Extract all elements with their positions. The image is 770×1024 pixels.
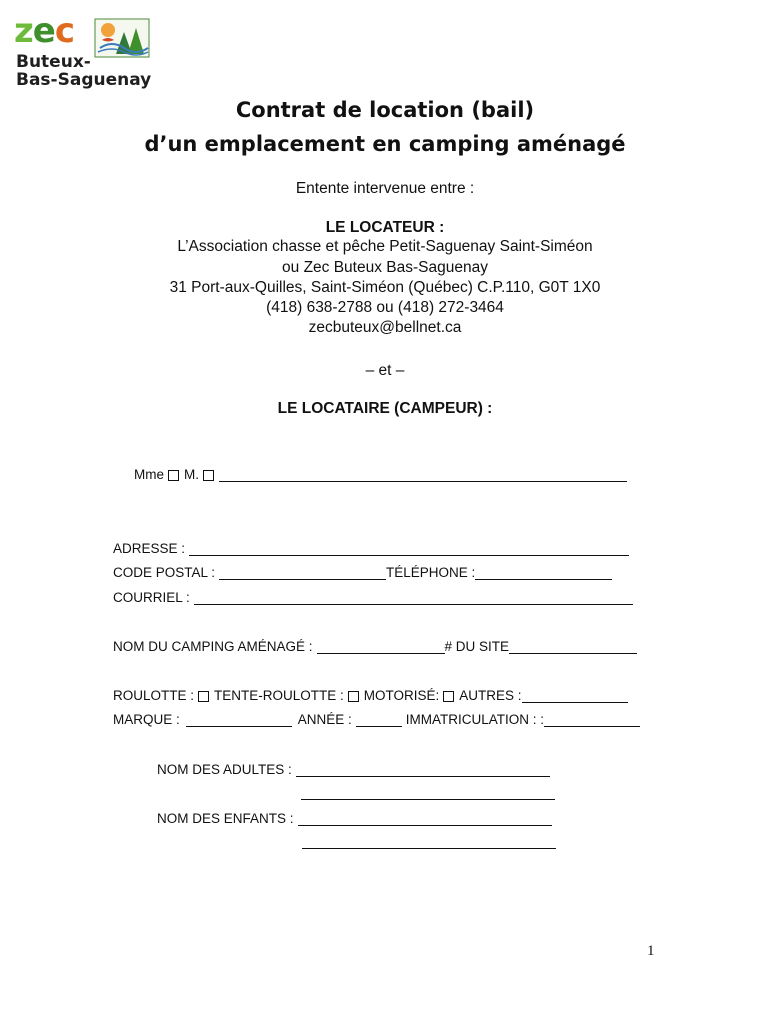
enfants-field-2[interactable] (302, 835, 556, 849)
immatriculation-field[interactable] (544, 713, 640, 727)
logo-text-bas-saguenay: Bas-Saguenay (16, 70, 152, 90)
code-postal-row (113, 564, 612, 582)
vehicle-details-row (113, 711, 640, 729)
adultes-field-2[interactable] (301, 786, 555, 800)
zec-logo (14, 11, 154, 94)
mme-label: Mme (134, 467, 164, 482)
locateur-phone: (418) 638-2788 ou (418) 272-3464 (266, 299, 504, 316)
courriel-field[interactable] (194, 591, 633, 605)
autres-label: AUTRES : (459, 688, 522, 703)
telephone-field[interactable] (475, 566, 612, 580)
courriel-row (113, 589, 633, 607)
logo-nature-icon (94, 18, 150, 58)
marque-field[interactable] (186, 713, 292, 727)
logo-text-buteux: Buteux- (16, 52, 91, 72)
motorise-label: MOTORISÉ: (363, 688, 440, 703)
separator-et: – et – (365, 362, 405, 379)
adultes-field[interactable] (296, 763, 550, 777)
intro-text: Entente intervenue entre : (295, 180, 475, 197)
enfants-row (157, 810, 552, 828)
camping-row (113, 638, 637, 656)
annee-field[interactable] (356, 713, 402, 727)
m-label: M. (184, 467, 199, 482)
roulotte-label: ROULOTTE : (113, 688, 195, 703)
tente-roulotte-label: TENTE-ROULOTTE : (214, 688, 344, 703)
site-label: # DU SITE (444, 639, 510, 654)
enfants-row-2 (302, 835, 556, 851)
immatriculation-label: IMMATRICULATION : : (405, 712, 545, 727)
locateur-heading: LE LOCATEUR : (325, 219, 445, 236)
name-field[interactable] (219, 468, 627, 482)
roulotte-checkbox[interactable] (198, 691, 209, 702)
autres-field[interactable] (522, 689, 628, 703)
code-postal-field[interactable] (219, 566, 386, 580)
annee-label: ANNÉE : (297, 712, 352, 727)
locateur-line: ou Zec Buteux Bas-Saguenay (282, 259, 488, 276)
vehicle-type-row (113, 687, 628, 705)
document-title-line-1: Contrat de location (bail) (235, 98, 535, 122)
enfants-label: NOM DES ENFANTS : (157, 811, 294, 826)
tente-roulotte-checkbox[interactable] (348, 691, 359, 702)
marque-label: MARQUE : (113, 712, 180, 727)
adresse-row (113, 540, 629, 558)
locataire-heading: LE LOCATAIRE (CAMPEUR) : (277, 400, 493, 417)
adultes-label: NOM DES ADULTES : (157, 762, 292, 777)
locateur-email: zecbuteux@bellnet.ca (308, 319, 462, 336)
mme-checkbox[interactable] (168, 470, 179, 481)
adultes-row (157, 761, 550, 779)
camping-label: NOM DU CAMPING AMÉNAGÉ : (113, 639, 313, 654)
logo-letter-c: c (54, 11, 75, 51)
adresse-label: ADRESSE : (113, 541, 186, 556)
logo-letter-e: e (32, 11, 55, 51)
camping-field[interactable] (317, 640, 445, 654)
telephone-label: TÉLÉPHONE : (386, 565, 476, 580)
civility-row (134, 466, 627, 484)
code-postal-label: CODE POSTAL : (113, 565, 216, 580)
logo-letter-z: z (14, 11, 33, 51)
locateur-address: 31 Port-aux-Quilles, Saint-Siméon (Québec) C.P.110, G0T 1X0 (169, 279, 601, 296)
motorise-checkbox[interactable] (443, 691, 454, 702)
logo-zec-wordmark (14, 11, 75, 51)
page-number: 1 (647, 943, 655, 959)
m-checkbox[interactable] (203, 470, 214, 481)
adultes-row-2 (301, 786, 555, 802)
document-title-line-2: d’un emplacement en camping aménagé (144, 132, 626, 156)
courriel-label: COURRIEL : (113, 590, 190, 605)
enfants-field[interactable] (298, 812, 552, 826)
site-field[interactable] (509, 640, 637, 654)
adresse-field[interactable] (189, 542, 629, 556)
locateur-line: L’Association chasse et pêche Petit-Saguenay Saint-Siméon (177, 238, 593, 255)
